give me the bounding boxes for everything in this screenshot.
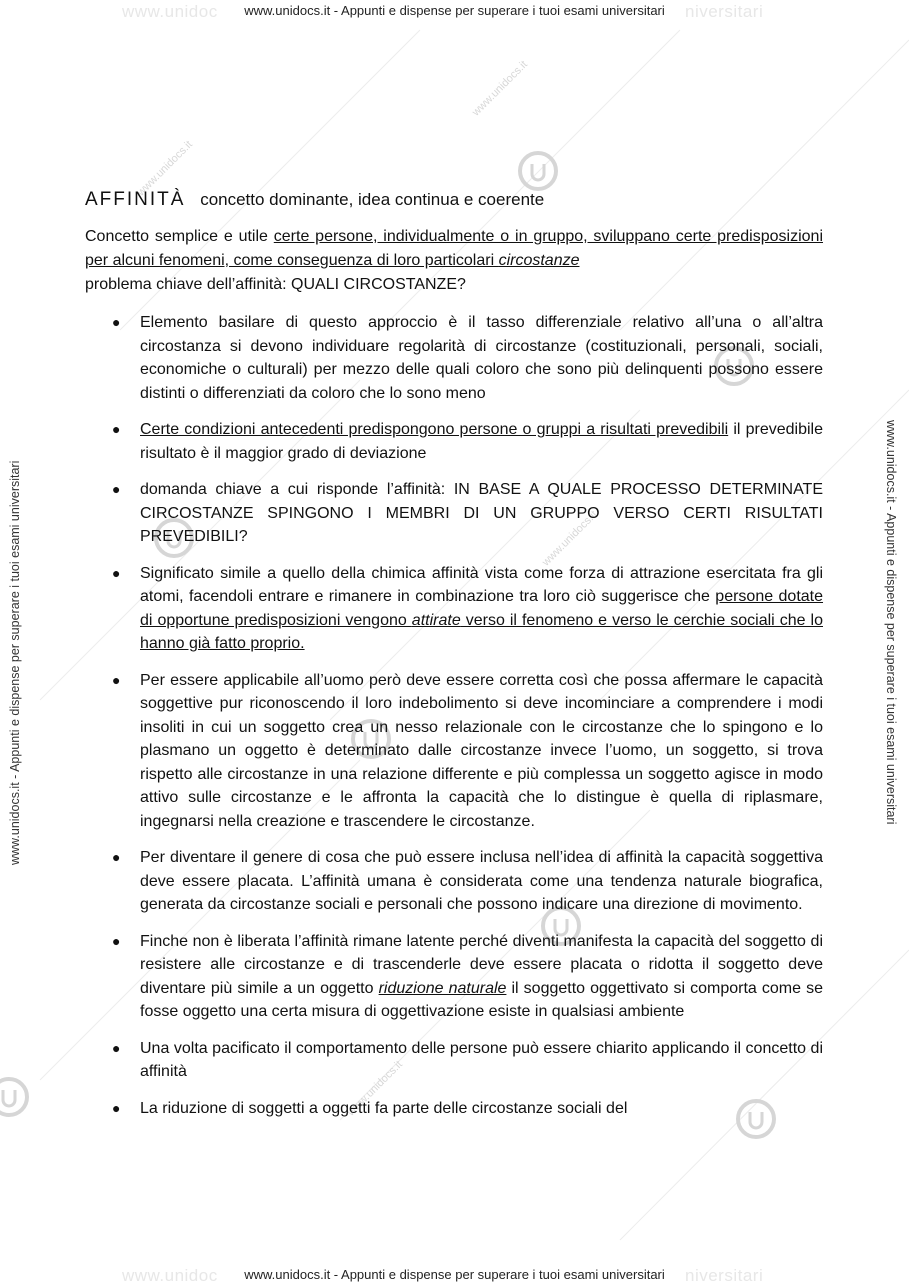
list-item xyxy=(85,418,823,465)
list-item-underlined: persone dotate di opportune predisposizioni vengono xyxy=(140,588,824,629)
watermark-diagonal-text: www.unidocs.it xyxy=(345,1058,405,1119)
list-item-text: Per essere applicabile all’uomo però deve essere corretta così che possa affermare le capacità soggettive pur riconoscendo il loro indebolimento si deve incominciare a comprendere i modi insoliti in cui un soggetto crea un nesso relazionale con le circostanze che lo spingono e lo plasmano un oggetto è determinato dalle circostanze invece l’uomo, un soggetto, si trova rispetto alle circostanze in una relazione differente e più complessa un soggetto agisce in modo attivo sulle circostanze e le affronta la capacità che lo distingue è quella di riplasmare, ingegnarsi nella creazione e trascendere le circostanze. xyxy=(140,671,823,830)
list-item-text: il prevedibile risultato è il maggior grado di deviazione xyxy=(140,421,823,462)
bullet-icon: ● xyxy=(112,481,121,497)
bullet-icon: ● xyxy=(112,849,121,865)
list-item xyxy=(85,562,823,656)
bullet-icon: ● xyxy=(112,1039,121,1056)
watermark-side-right: www.unidocs.it - Appunti e dispense per superare i tuoi esami universitari xyxy=(884,420,898,825)
list-item-text: il soggetto oggettivato si comporta come se fosse oggetto una certa misura di oggettivazione esiste in qualsiasi ambiente xyxy=(140,979,823,1020)
watermark-diagonal-text: www.unidocs.it xyxy=(135,138,195,199)
watermark-diagonal-text: www.unidocs.it xyxy=(540,508,600,569)
list-item xyxy=(85,478,823,549)
watermark-side-left: www.unidocs.it - Appunti e dispense per superare i tuoi esami universitari xyxy=(8,460,22,865)
list-item-text: Per diventare il genere di cosa che può essere inclusa nell’idea di affinità la capacità soggettiva deve essere placata. L’affinità umana è considerata come una tendenza naturale biografica, generata da circostanze sociali e personali che possono indicare una direzione di movimento. xyxy=(140,849,823,913)
bullet-icon: ● xyxy=(112,564,121,581)
list-item xyxy=(85,311,823,405)
list-item-underlined-italic: attirate xyxy=(411,611,461,629)
intro-question: problema chiave dell’affinità: QUALI CIRCOSTANZE? xyxy=(85,276,466,293)
bullet-list xyxy=(85,311,823,1120)
intro-lead: Concetto semplice e utile xyxy=(85,228,274,245)
bullet-icon: ● xyxy=(112,314,121,330)
watermark-ghost-left: www.unidoc xyxy=(122,2,218,21)
list-item-underlined: Certe condizioni antecedenti predispongono persone o gruppi a risultati prevedibili xyxy=(140,421,729,438)
unidocs-logo-icon xyxy=(0,1076,30,1118)
bullet-icon: ● xyxy=(112,932,121,949)
watermark-header: www.unidocs.it - Appunti e dispense per superare i tuoi esami universitari xyxy=(244,3,665,18)
list-item-underlined-italic: riduzione naturale xyxy=(378,979,507,997)
page-title: AFFINITÀ xyxy=(85,189,186,210)
list-item-text: La riduzione di soggetti a oggetti fa parte delle circostanze sociali del xyxy=(140,1099,628,1117)
bullet-icon: ● xyxy=(112,421,121,437)
watermark-diagonal-text: www.unidocs.it xyxy=(470,58,530,119)
intro-paragraph xyxy=(85,225,823,297)
list-item-text: Una volta pacificato il comportamento delle persone può essere chiarito applicando il concetto di affinità xyxy=(140,1039,823,1080)
watermark-ghost-right-bottom: niversitari xyxy=(685,1266,764,1285)
list-item xyxy=(85,1037,823,1084)
intro-underlined: certe persone, individualmente o in gruppo, sviluppano certe predisposizioni per alcuni fenomeni, come conseguenza di loro particolari xyxy=(85,228,823,269)
heading xyxy=(85,189,823,211)
watermark-ghost-left-bottom: www.unidoc xyxy=(122,1266,218,1285)
list-item-text: Finche non è liberata l’affinità rimane latente perché diventi manifesta la capacità del soggetto di resistere alle circostanze e di trascenderle deve essere placata o ridotta il soggetto deve diventare più simile a un oggetto xyxy=(140,932,823,997)
bullet-icon: ● xyxy=(112,671,121,688)
intro-underlined-italic: circostanze xyxy=(498,252,580,269)
list-item xyxy=(85,846,823,917)
list-item xyxy=(85,669,823,834)
list-item-text: Significato simile a quello della chimica affinità vista come forza di attrazione esercitata fra gli atomi, facendoli entrare e rimanere in combinazione tra loro ciò suggerisce che xyxy=(140,564,823,605)
bullet-icon: ● xyxy=(112,1099,121,1116)
watermark-footer: www.unidocs.it - Appunti e dispense per superare i tuoi esami universitari xyxy=(244,1267,665,1282)
unidocs-logo-icon xyxy=(517,150,559,192)
page-subtitle: concetto dominante, idea continua e coerente xyxy=(200,190,545,209)
list-item xyxy=(85,1097,823,1121)
watermark-ghost-right: niversitari xyxy=(685,2,764,21)
list-item xyxy=(85,930,823,1024)
document-body xyxy=(85,189,823,1133)
list-item-underlined: verso il fenomeno e verso le cerchie sociali che lo hanno già fatto proprio. xyxy=(140,611,823,652)
list-item-text: Elemento basilare di questo approccio è il tasso differenziale relativo all’una o all’altra circostanza si devono individuare regolarità di circostanze (costituzionali, personali, sociali, economiche o culturali) per mezzo delle quali coloro che sono più delinquenti possono essere distinti o differenziati da coloro che lo sono meno xyxy=(140,314,823,402)
list-item-text: domanda chiave a cui risponde l’affinità: IN BASE A QUALE PROCESSO DETERMINATE CIRCOSTANZE SPINGONO I MEMBRI DI UN GRUPPO VERSO CERTI RISULTATI PREVEDIBILI? xyxy=(140,481,823,545)
